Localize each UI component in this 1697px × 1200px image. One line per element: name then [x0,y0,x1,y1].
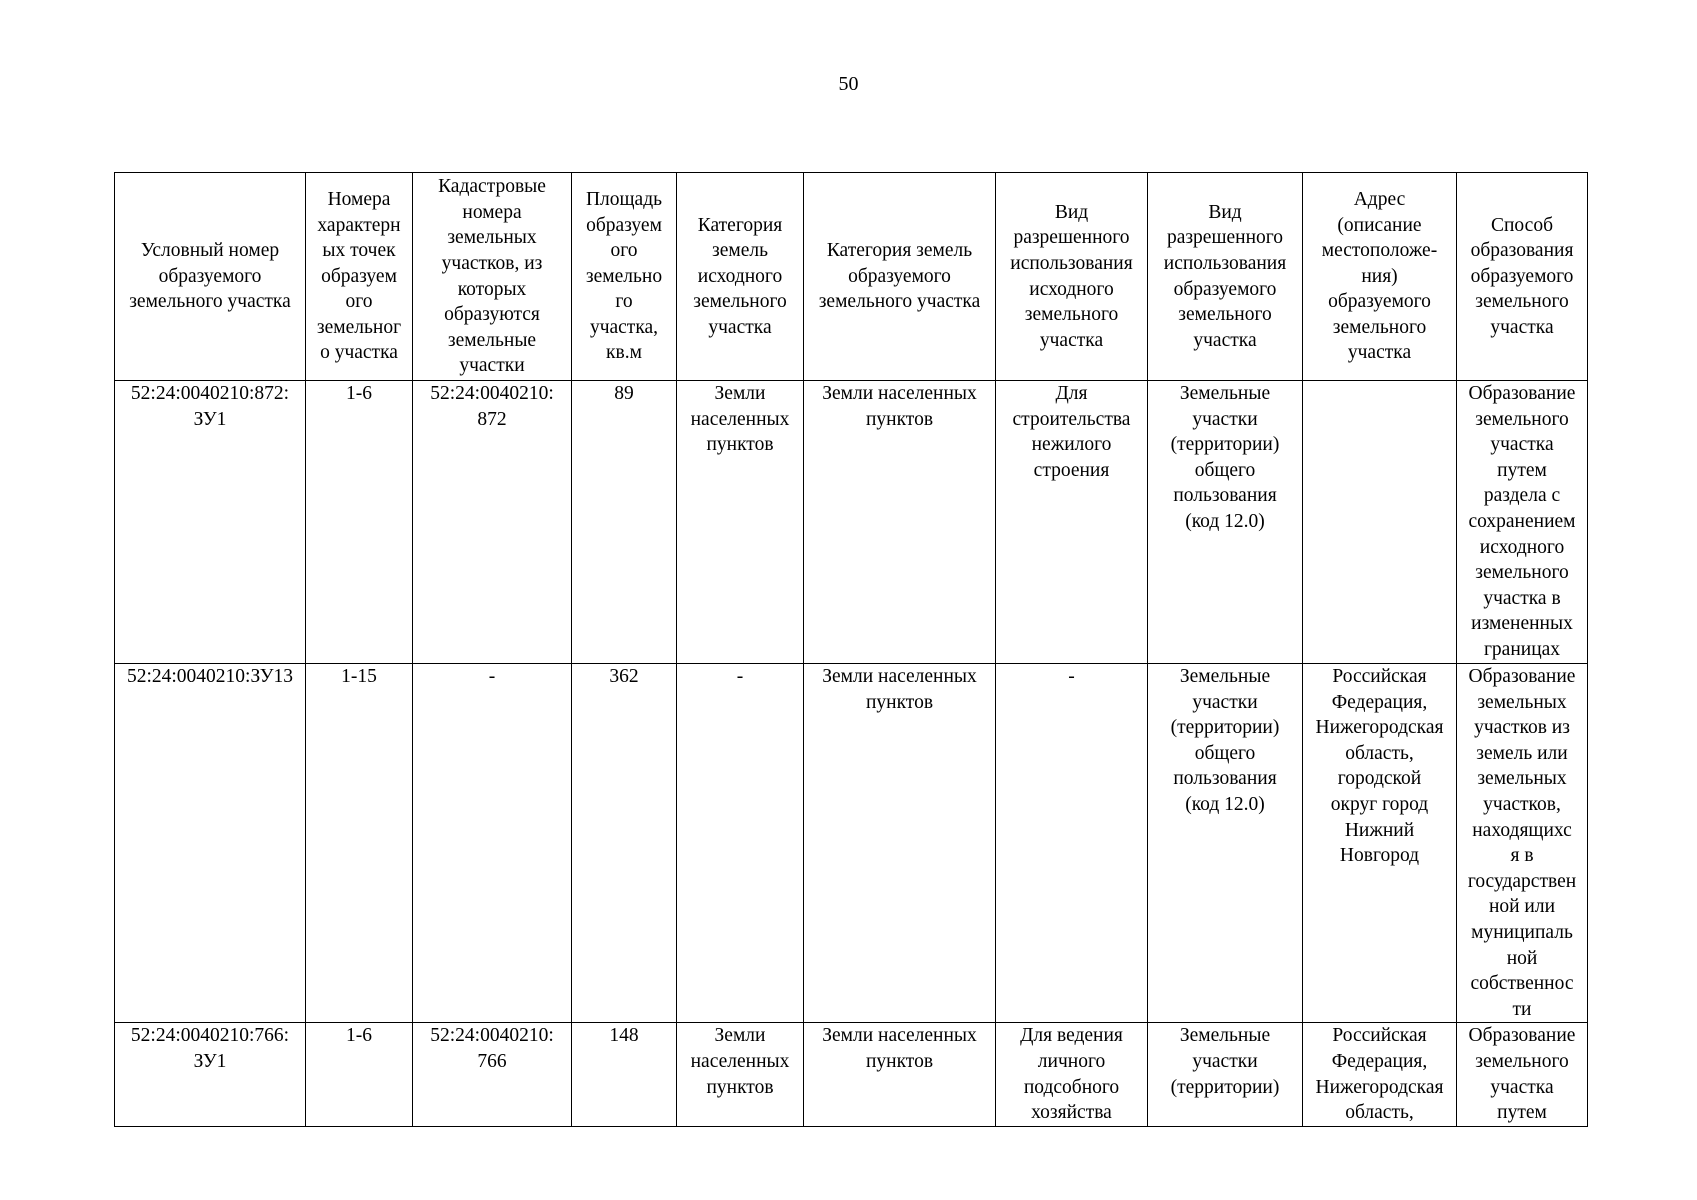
cell-new-permitted-use: Земельные участки (территории) общего пользования (код 12.0) [1148,381,1303,664]
cell-plot-number: 52:24:0040210:766: ЗУ1 [115,1023,306,1126]
cell-formation-method: Образование земельного участка путем раздела с сохранением исходного земельного участка в измененных границах [1457,381,1588,664]
cell-formation-method: Образование земельного участка путем [1457,1023,1588,1126]
cell-point-numbers: 1-15 [306,664,413,1023]
cell-source-land-category: Земли населенных пунктов [677,1023,804,1126]
cell-new-permitted-use: Земельные участки (территории) общего пользования (код 12.0) [1148,664,1303,1023]
cell-plot-number: 52:24:0040210:872: ЗУ1 [115,381,306,664]
header-source-cadastral-numbers: Кадастровые номера земельных участков, из которых образуются земельные участки [413,173,572,381]
header-plot-number: Условный номер образуемого земельного участка [115,173,306,381]
cell-source-cadastral-numbers: 52:24:0040210: 766 [413,1023,572,1126]
cell-source-permitted-use: Для ведения личного подсобного хозяйства [996,1023,1148,1126]
cell-new-permitted-use: Земельные участки (территории) [1148,1023,1303,1126]
cell-address: Российская Федерация, Нижегородская область, [1303,1023,1457,1126]
cell-source-permitted-use: - [996,664,1148,1023]
table-header-row [115,173,1588,381]
cell-source-land-category: - [677,664,804,1023]
table-row [115,664,1588,1023]
cell-source-permitted-use: Для строительства нежилого строения [996,381,1148,664]
cell-new-land-category: Земли населенных пунктов [804,1023,996,1126]
cell-new-land-category: Земли населенных пунктов [804,381,996,664]
cell-area: 362 [572,664,677,1023]
land-plots-table [114,172,1588,1127]
cell-plot-number: 52:24:0040210:ЗУ13 [115,664,306,1023]
header-formation-method: Способ образования образуемого земельного участка [1457,173,1588,381]
table-row [115,1023,1588,1126]
cell-point-numbers: 1-6 [306,381,413,664]
header-address: Адрес (описание местоположе- ния) образуемого земельного участка [1303,173,1457,381]
cell-point-numbers: 1-6 [306,1023,413,1126]
header-point-numbers: Номера характерн ых точек образуем ого земельног о участка [306,173,413,381]
cell-address [1303,381,1457,664]
table-row [115,381,1588,664]
cell-source-cadastral-numbers: - [413,664,572,1023]
cell-new-land-category: Земли населенных пунктов [804,664,996,1023]
header-new-permitted-use: Вид разрешенного использования образуемого земельного участка [1148,173,1303,381]
cell-area: 148 [572,1023,677,1126]
cell-formation-method: Образование земельных участков из земель или земельных участков, находящихс я в государствен ной или муниципаль ной собственнос ти [1457,664,1588,1023]
header-source-permitted-use: Вид разрешенного использования исходного земельного участка [996,173,1148,381]
header-source-land-category: Категория земель исходного земельного участка [677,173,804,381]
cell-source-land-category: Земли населенных пунктов [677,381,804,664]
header-area: Площадь образуем ого земельно го участка, кв.м [572,173,677,381]
cell-source-cadastral-numbers: 52:24:0040210: 872 [413,381,572,664]
cell-area: 89 [572,381,677,664]
cell-address: Российская Федерация, Нижегородская область, городской округ город Нижний Новгород [1303,664,1457,1023]
header-new-land-category: Категория земель образуемого земельного участка [804,173,996,381]
page-number: 50 [838,73,859,95]
